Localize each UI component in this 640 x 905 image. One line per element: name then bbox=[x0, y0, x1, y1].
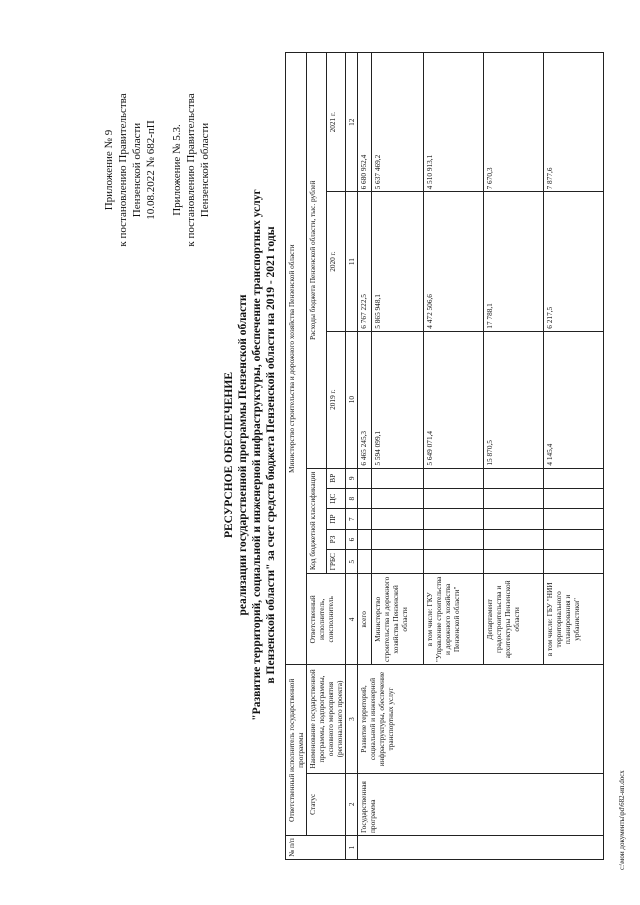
code-cell bbox=[372, 509, 424, 529]
column-numbers-row bbox=[346, 53, 358, 860]
table-row bbox=[358, 53, 372, 860]
value-2021: 6 680 952,4 bbox=[358, 53, 372, 192]
colnum: 11 bbox=[346, 192, 358, 331]
header-expenses: Расходы бюджета Пензенской области, тыс. рублей bbox=[307, 53, 327, 469]
value-2019: 5 649 071,4 bbox=[424, 331, 484, 468]
header-2021: 2021 г. bbox=[326, 53, 346, 192]
colnum: 5 bbox=[346, 550, 358, 574]
code-cell bbox=[358, 509, 372, 529]
code-cell bbox=[424, 489, 484, 509]
code-cell bbox=[358, 529, 372, 549]
colnum: 3 bbox=[346, 665, 358, 773]
code-cell bbox=[544, 509, 604, 529]
code-cell bbox=[484, 509, 544, 529]
header-cs: ЦС bbox=[326, 489, 346, 509]
value-2021: 7 670,3 bbox=[484, 53, 544, 192]
appendix-9-line2: к постановлению Правительства bbox=[117, 93, 129, 247]
appendix-9-line3: Пензенской области bbox=[131, 122, 143, 218]
header-grbs: ГРБС bbox=[326, 550, 346, 574]
colnum: 7 bbox=[346, 509, 358, 529]
code-cell bbox=[372, 489, 424, 509]
code-cell bbox=[544, 489, 604, 509]
value-2020: 17 788,1 bbox=[484, 192, 544, 331]
colnum: 12 bbox=[346, 53, 358, 192]
value-2019: 6 465 245,3 bbox=[358, 331, 372, 468]
value-2020: 6 767 222,5 bbox=[358, 192, 372, 331]
title-line-2: реализации государственной программы Пензенской области bbox=[237, 294, 249, 616]
colnum: 4 bbox=[346, 574, 358, 665]
title-line-1: РЕСУРСНОЕ ОБЕСПЕЧЕНИЕ bbox=[223, 372, 235, 539]
value-2019: 4 145,4 bbox=[544, 331, 604, 468]
value-2021: 4 510 913,1 bbox=[424, 53, 484, 192]
header-status: Статус bbox=[307, 773, 346, 835]
header-executor: Ответственный исполнитель, соисполнитель bbox=[307, 574, 346, 665]
header-vr: ВР bbox=[326, 468, 346, 488]
code-cell bbox=[484, 529, 544, 549]
title-line-3: "Развитие территорий, социальной и инженерной инфраструктуры, обеспечение транспортных услуг bbox=[251, 189, 263, 721]
executor-cell: в том числе: ГКУ "Управление строительства и дорожного хозяйства Пензенской области" bbox=[424, 574, 484, 665]
colnum: 9 bbox=[346, 468, 358, 488]
header-ministry: Министерство строительства и дорожного хозяйства Пензенской области bbox=[286, 53, 307, 665]
code-cell bbox=[372, 468, 424, 488]
colnum: 1 bbox=[346, 835, 358, 859]
code-cell bbox=[358, 468, 372, 488]
header-rz: РЗ bbox=[326, 529, 346, 549]
row-number-cell bbox=[358, 835, 604, 859]
appendix-9-date: 10.08.2022 № 682-пП bbox=[145, 120, 157, 220]
code-cell bbox=[484, 550, 544, 574]
header-responsible-group: Ответственный исполнитель государственной программы bbox=[286, 665, 307, 836]
appendix-5-3-title: Приложение № 5.3. bbox=[171, 124, 183, 216]
colnum: 2 bbox=[346, 773, 358, 835]
header-codes: Код бюджетной классификации bbox=[307, 468, 327, 574]
code-cell bbox=[544, 468, 604, 488]
header-pr: ПР bbox=[326, 509, 346, 529]
code-cell bbox=[544, 529, 604, 549]
value-2019: 5 594 099,1 bbox=[372, 331, 424, 468]
code-cell bbox=[484, 468, 544, 488]
appendix-9-title: Приложение № 9 bbox=[103, 129, 115, 211]
document-title bbox=[222, 105, 278, 805]
executor-cell: Министерство строительства и дорожного хозяйства Пензенской области bbox=[372, 574, 424, 665]
value-2020: 5 865 948,1 bbox=[372, 192, 424, 331]
colnum: 10 bbox=[346, 331, 358, 468]
header-2020: 2020 г. bbox=[326, 192, 346, 331]
file-path-footer: c:\мои документы\pd\682-ип.docx bbox=[618, 770, 626, 870]
executor-cell: Департамент градостроительства и архитектуры Пензенской области bbox=[484, 574, 544, 665]
colnum: 8 bbox=[346, 489, 358, 509]
code-cell bbox=[358, 489, 372, 509]
code-cell bbox=[424, 509, 484, 529]
header-num: № п/п bbox=[286, 835, 346, 859]
code-cell bbox=[424, 529, 484, 549]
code-cell bbox=[484, 489, 544, 509]
resource-table bbox=[285, 52, 604, 860]
value-2019: 15 870,5 bbox=[484, 331, 544, 468]
header-row-1 bbox=[286, 53, 307, 860]
code-cell bbox=[544, 550, 604, 574]
header-row-2 bbox=[307, 53, 327, 860]
appendix-5-3-line2: к постановлению Правительства bbox=[185, 93, 197, 247]
header-2019: 2019 г. bbox=[326, 331, 346, 468]
value-2020: 6 217,5 bbox=[544, 192, 604, 331]
title-line-4: в Пензенской области" за счет средств бюджета Пензенской области на 2019 - 2021 годы bbox=[265, 226, 277, 684]
appendix-5-3 bbox=[170, 55, 212, 285]
colnum: 6 bbox=[346, 529, 358, 549]
code-cell bbox=[358, 550, 372, 574]
executor-cell: всего bbox=[358, 574, 372, 665]
program-name-cell: Развитие территорий, социальной и инженерной инфраструктуры, обеспечение транспортных услуг bbox=[358, 665, 604, 773]
value-2021: 7 877,6 bbox=[544, 53, 604, 192]
code-cell bbox=[372, 550, 424, 574]
appendix-5-3-line3: Пензенской области bbox=[199, 122, 211, 218]
code-cell bbox=[424, 468, 484, 488]
code-cell bbox=[424, 550, 484, 574]
value-2021: 5 637 469,2 bbox=[372, 53, 424, 192]
status-cell: Государственная программа bbox=[358, 773, 604, 835]
executor-cell: в том числе: ГБУ "НИИ территориального планирования и урбанистики" bbox=[544, 574, 604, 665]
code-cell bbox=[372, 529, 424, 549]
value-2020: 4 472 506,6 bbox=[424, 192, 484, 331]
header-name: Наименование государственной программы, подпрограммы, основного мероприятия (регионального проекта) bbox=[307, 665, 346, 773]
appendix-9 bbox=[102, 55, 158, 285]
